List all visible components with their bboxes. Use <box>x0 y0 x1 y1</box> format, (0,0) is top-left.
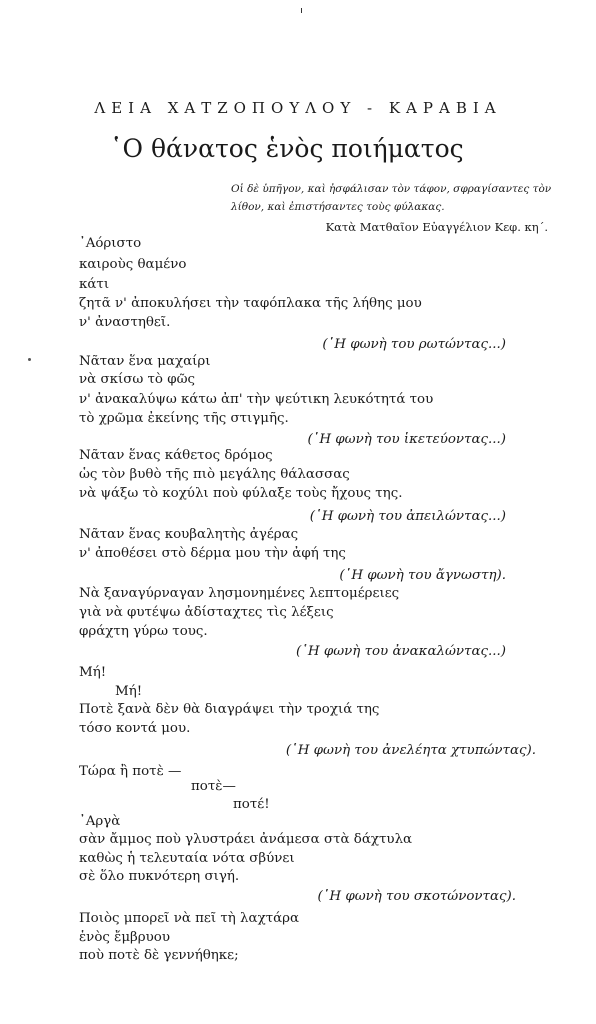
poem-line: Νὰ ξαναγύρναγαν λησμονημένες λεπτομέρειες <box>79 586 400 601</box>
poem-line: ποτὲ— <box>191 779 236 794</box>
poem-line: ν' ἀναστηθεῖ. <box>79 315 171 330</box>
epigraph: Οἱ δὲ ὑπῆγον, καὶ ἠσφάλισαν τὸν τάφον, σφραγίσαντες τὸν λίθον, καὶ ἐπιστήσαντες τοὺς φύλακας. <box>231 183 552 213</box>
poem-line: γιὰ νὰ φυτέψω ἀδίσταχτες τὶς λέξεις <box>79 605 334 620</box>
poem-line: Τώρα ἢ ποτὲ — <box>79 764 182 779</box>
voice-line: (῾Η φωνὴ του ἄγνωστη). <box>339 568 506 583</box>
margin-dot <box>28 358 31 361</box>
voice-line: (῾Η φωνὴ του ἀπειλώντας...) <box>309 509 506 524</box>
poem-line: ν' ἀποθέσει στὸ δέρμα μου τὴν ἀφή της <box>79 546 346 561</box>
poem-line: σὲ ὅλο πυκνότερη σιγή. <box>79 869 240 884</box>
poem-line: Μή! <box>115 684 143 699</box>
epigraph-source: Κατὰ Ματθαῖον Εὐαγγέλιον Κεφ. κη΄. <box>325 220 548 234</box>
poem-line: ν' ἀνακαλύψω κάτω ἀπ' τὴν ψεύτικη λευκότητά του <box>79 392 434 407</box>
poem-line: κάτι <box>79 277 110 292</box>
poem-line: ποτέ! <box>233 797 270 812</box>
poem-line: Νᾶταν ἕνας κουβαλητὴς ἀγέρας <box>79 527 299 542</box>
voice-line: (῾Η φωνὴ του ἀνελέητα χτυπώντας). <box>285 743 536 758</box>
poem-line: φράχτη γύρω τους. <box>79 624 208 639</box>
poem-line: ᾿Αόριστο <box>79 236 142 251</box>
poem-line: ζητᾶ ν' ἀποκυλήσει τὴν ταφόπλακα τῆς λήθης μου <box>79 296 422 311</box>
poem-line: νὰ σκίσω τὸ φῶς <box>79 372 196 387</box>
poem-line: ὡς τὸν βυθὸ τῆς πιὸ μεγάλης θάλασσας <box>79 467 350 482</box>
page-tick-mark <box>301 8 302 13</box>
voice-line: (῾Η φωνὴ του ἀνακαλώντας...) <box>296 644 506 659</box>
poem-line: Ποτὲ ξανὰ δὲν θὰ διαγράψει τὴν τροχιά της <box>79 702 380 717</box>
poem-line: ἑνὸς ἔμβρυου <box>79 930 170 945</box>
poem-title: ῾Ο θάνατος ἑνὸς ποιήματος <box>110 134 464 163</box>
voice-line: (῾Η φωνὴ του ἱκετεύοντας...) <box>307 432 506 447</box>
voice-line: (῾Η φωνὴ του σκοτώνοντας). <box>317 889 516 904</box>
poem-line: σὰν ἄμμος ποὺ γλυστράει ἀνάμεσα στὰ δάχτυλα <box>79 832 413 847</box>
poem-line: τὸ χρῶμα ἐκείνης τῆς στιγμῆς. <box>79 411 289 426</box>
author-name: ΛΕΙΑ ΧΑΤΖΟΠΟΥΛΟΥ - ΚΑΡΑΒΙΑ <box>94 99 502 117</box>
poem-line: νὰ ψάξω τὸ κοχύλι ποὺ φύλαξε τοὺς ἤχους της. <box>79 486 403 501</box>
poem-line: Ποιὸς μπορεῖ νὰ πεῖ τὴ λαχτάρα <box>79 911 300 926</box>
poem-line: ᾿Αργὰ <box>79 814 121 829</box>
poem-line: καιροὺς θαμένο <box>79 257 187 272</box>
poem-line: καθὼς ἡ τελευταία νότα σβύνει <box>79 851 295 866</box>
poem-line: Νᾶταν ἕνα μαχαίρι <box>79 354 211 369</box>
voice-line: (῾Η φωνὴ του ρωτώντας...) <box>322 337 506 352</box>
poem-line: Νᾶταν ἕνας κάθετος δρόμος <box>79 448 273 463</box>
poem-line: τόσο κοντά μου. <box>79 721 191 736</box>
poem-line: Μή! <box>79 665 107 680</box>
poem-line: ποὺ ποτὲ δὲ γεννήθηκε; <box>79 948 239 963</box>
